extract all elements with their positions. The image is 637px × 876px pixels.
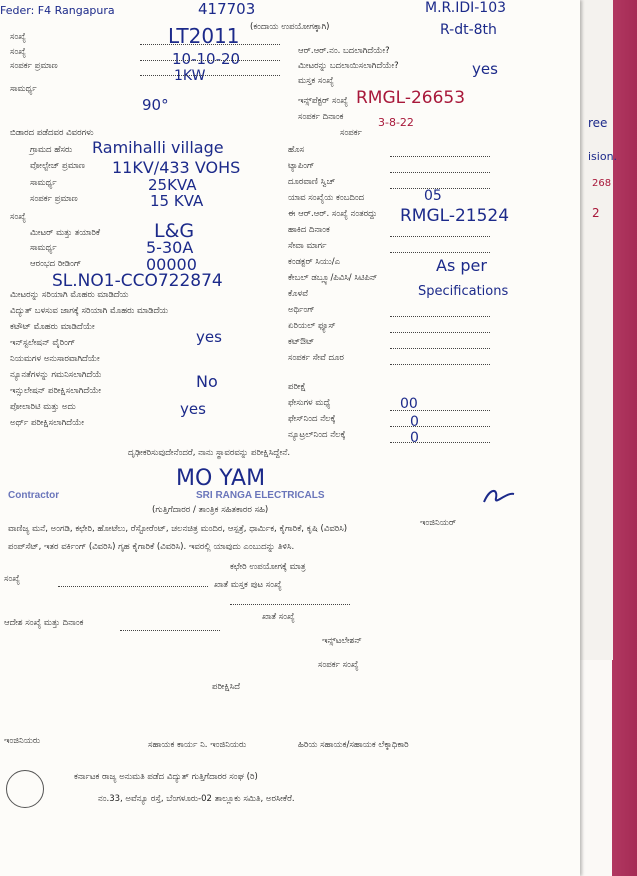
back-text-1: ree — [588, 116, 608, 130]
label-pole: ಕೊಳವೆ — [288, 289, 309, 299]
contractor-signature: MO YAM — [176, 466, 266, 491]
contractor-stamp: SRI RANGA ELECTRICALS — [196, 490, 325, 501]
line-6 — [390, 188, 490, 189]
line-5 — [390, 172, 490, 173]
q-connection-date: ಸಂಪರ್ಕ ದಿನಾಂಕ — [298, 112, 344, 122]
line-2 — [140, 60, 280, 61]
connection-section-heading: ಸಂಪರ್ಕ — [340, 128, 362, 138]
rmgl-after-number: RMGL-21524 — [400, 206, 510, 226]
title-bracket: (ಕಂದಾಯ ಉಪಯೋಗಕ್ಕಾಗಿ) — [250, 22, 330, 32]
label-aerial-fuse: ಏರಿಯಲ್ ಫ್ಯೂಸ್ — [288, 321, 336, 331]
left-label-2: ಸಂಖ್ಯೆ — [10, 47, 26, 57]
left-section-name: ಬಿಡಾರದ ಪಡೆದವರ ವಿವರಗಳು — [10, 128, 94, 138]
rmgl-date: 3-8-22 — [378, 116, 414, 129]
label-rr-after: ಈ ಆರ್.ಆರ್. ಸಂಖ್ಯೆ ನಂತರದ್ದು — [288, 209, 378, 219]
left-label-4: ಸಾಮರ್ಥ್ಯ — [10, 84, 37, 94]
reference-line-1: M.R.IDI-103 — [425, 0, 507, 16]
label-asst-exec: ಸಹಾಯಕ ಕಾರ್ಯ ನಿ. ಇಂಜಿನಿಯರು — [148, 740, 247, 750]
line-11 — [390, 348, 490, 349]
label-book-page: ಖಾತೆ ಮಸ್ತಕ ಪುಟ ಸಂಖ್ಯೆ — [214, 580, 282, 590]
voltage-value: 11KV/433 VOHS — [112, 158, 241, 177]
form-number: 417703 — [198, 0, 256, 18]
kva-value: 25KVA — [148, 176, 197, 194]
line-4 — [390, 156, 490, 157]
line-10 — [390, 332, 490, 333]
meter-make-value: L&G — [154, 220, 195, 242]
label-order-no: ಆದೇಶ ಸಂಖ್ಯೆ ಮತ್ತು ದಿನಾಂಕ — [4, 618, 84, 628]
label-phase-earth: ಫೇಸ್‌ನಿಂದ ನೆಲಕ್ಕೆ — [288, 414, 336, 424]
reading-neutral-earth: 0 — [410, 430, 419, 446]
label-connection-no: ಸಂಪರ್ಕ ಸಂಖ್ಯೆ — [318, 660, 359, 670]
q-rr-changed: ಆರ್.ಆರ್.ನಂ. ಬದಲಾಗಿದೆಯೇ? — [298, 46, 390, 56]
label-load: ಸಂಪರ್ಕ ಪ್ರಮಾಣ — [30, 194, 78, 204]
label-defects: ನ್ಯೂನತೆಗಳನ್ನು ಗಮನಿಸಲಾಗಿದೆಯೆ — [10, 370, 102, 380]
association-seal — [6, 770, 44, 808]
label-insulation: ಇನ್ಸುಲೇಷನ್ ಪರೀಕ್ಷಿಸಲಾಗಿದೆಯೇ — [10, 386, 102, 396]
label-meter-make: ಮೀಟರ್ ಮತ್ತು ತಯಾರಿಕೆ — [30, 228, 101, 238]
yes-handwritten-2: yes — [196, 328, 222, 346]
label-serial-office: ಸಂಖ್ಯೆ — [4, 574, 20, 584]
load-kw: 1KW — [174, 68, 206, 84]
load-value: 15 KVA — [150, 192, 204, 210]
label-conductor: ಕಂಡಕ್ಟರ್ ಸಿಯು/ಎ — [288, 257, 341, 267]
footer-address: ನಂ.33, ಅವೆನ್ಯೂ ರಸ್ತೆ, ಬೆಂಗಳೂರು-02 ತಾಲ್ಲೂಕು ಸಮಿತಿ, ಅರಸೀಕೆರೆ. — [98, 794, 295, 804]
category-line-2: ಪಂಪ್‌ಸೆಟ್, ಇತರ ವರ್ಕಿಂಗ್ (ವಿವರಿಸಿ) ಗೃಹ ಕೈಗಾರಿಕೆ (ವಿವರಿಸಿ). ಇವರಲ್ಲಿ ಯಾವುದು ಎಂಬುದನ್ನು ತಿಳಿಸಿ. — [8, 542, 295, 552]
label-senior-acct: ಹಿರಿಯ ಸಹಾಯಕ/ಸಹಾಯಕ ಲೆಕ್ಕಾಧಿಕಾರಿ — [298, 740, 409, 750]
yes-handwritten-1: yes — [472, 60, 498, 78]
label-checked: ಪರೀಕ್ಷಿಸಿದೆ — [212, 682, 241, 692]
contractor-stamp-label: Contractor — [8, 490, 60, 501]
q-inspector: ಇನ್ಸ್‌ಪೆಕ್ಟರ್ ಸಂಖ್ಯೆ — [298, 96, 348, 106]
line-13 — [390, 410, 490, 411]
pole-number: 05 — [424, 188, 442, 204]
reading-phase-between: 00 — [400, 396, 418, 412]
back-text-2: ision. — [588, 150, 618, 163]
label-phase-between: ಫೇಸುಗಳ ಮಧ್ಯೆ — [288, 398, 331, 408]
label-no-earth: ವಿದ್ಯುತ್ ಬಳಸುವ ಜಾಗಕ್ಕೆ ಸರಿಯಾಗಿ ಮೊಹರು ಮಾಡಿದೆಯ — [10, 306, 169, 316]
label-seal: ಮೀಟರನ್ನು ಸರಿಯಾಗಿ ಮೊಹರು ಮಾಡಿದೆಯ — [10, 290, 129, 300]
village-name: Ramihalli village — [92, 138, 224, 157]
office-use-heading: ಕಛೇರಿ ಉಪಯೋಗಕ್ಕೆ ಮಾತ್ರ — [230, 562, 306, 572]
label-engineer-left: ಇಂಜಿನಿಯರು — [4, 736, 41, 746]
as-per-text: As per — [436, 256, 487, 275]
line-15 — [390, 442, 490, 443]
line-8 — [390, 252, 490, 253]
label-distance: ಸಂಪರ್ಕ ಸೇವೆ ದೂರ — [288, 353, 344, 363]
label-inspection: ಪರೀಕ್ಷೆ — [288, 382, 306, 392]
line-14 — [390, 426, 490, 427]
label-capacity: ಸಾಮರ್ಥ್ಯ — [30, 178, 57, 188]
label-polarity: ಪೋಲಾರಿಟಿ ಮತ್ತು ಅದು — [10, 402, 76, 412]
reading-phase-earth: 0 — [410, 414, 419, 430]
engineer-sign-label: ಇಂಜಿನಿಯರ್ — [420, 518, 457, 528]
label-account-no: ಖಾತೆ ಸಂಖ್ಯೆ — [262, 612, 295, 622]
label-cable: ಕೇಬಲ್ ಡಬ್ಲ್ಯೂ/ಪಿವಿಸಿ/ ಸಿಟಿಪಿನ್ — [288, 273, 378, 283]
reference-line-2: R-dt-8th — [440, 22, 497, 38]
label-earthing: ಅರ್ಥಿಂಗ್ — [288, 305, 315, 315]
label-voltage: ವೋಲ್ಟೇಜ್ ಪ್ರಮಾಣ — [30, 161, 85, 171]
back-text-3: 268 — [592, 178, 612, 189]
yes-handwritten-3: yes — [180, 400, 206, 418]
application-date: 10-10-20 — [172, 50, 241, 68]
engineer-signature — [480, 484, 520, 510]
category-line-1: ವಾಣಿಜ್ಯ ಮನೆ, ಅಂಗಡಿ, ಕಛೇರಿ, ಹೋಟೆಲು, ರೆಸ್ಟೋರೆಂಟ್, ಚಲನಚಿತ್ರ ಮಂದಿರ, ಆಸ್ಪತ್ರೆ, ಧಾರ್ಮಿಕ, ಕೈಗಾರಿಕೆ, ಕೃಷಿ (ವಿವರಿಸಿ) — [8, 524, 348, 534]
label-as-per-rules: ನಿಯಮಗಳ ಅನುಸಾರವಾಗಿದೆಯೇ — [10, 354, 100, 364]
label-cutout: ಕಟ್‌ಔಟ್ — [288, 337, 315, 347]
meter-serial: SL.NO1-CCO722874 — [52, 271, 223, 291]
line-order-no — [120, 630, 220, 631]
line-7 — [390, 236, 490, 237]
label-initial-reading: ಆರಂಭದ ರೀಡಿಂಗ್ — [30, 259, 82, 269]
certify-line: ದೃಢೀಕರಿಸುವುದೇನೆಂದರೆ, ನಾನು ಸ್ಥಾವರವನ್ನು ಪರೀಕ್ಷಿಸಿದ್ದೇನೆ. — [128, 448, 291, 458]
line-serial-office — [58, 586, 208, 587]
reading-value: 00000 — [146, 255, 197, 274]
rmgl-number: RMGL-26653 — [356, 88, 466, 108]
angle-value: 90° — [142, 96, 169, 114]
feeder-note: Feder: F4 Rangapura — [0, 4, 115, 17]
line-3 — [140, 75, 280, 76]
no-handwritten: No — [196, 372, 218, 391]
contractor-sign-label: (ಗುತ್ತಿಗೆದಾರರ / ತಾಂತ್ರಿಕ ಸಹಿತಕಾರರ ಸಹಿ) — [152, 505, 269, 515]
lt-number: LT2011 — [168, 24, 240, 48]
label-cutout-seal: ಕಟೌಟ್ ಮೊಹರು ಮಾಡಿದೆಯೇ — [10, 322, 95, 332]
label-service-line: ಸೇವಾ ಮಾರ್ಗ — [288, 241, 327, 251]
line-1 — [140, 44, 280, 45]
label-new: ಹೊಸ — [288, 145, 305, 155]
q-meter-changed: ಮೀಟರನ್ನು ಬದಲಾಯಿಸಲಾಗಿದೆಯೇ? — [298, 61, 399, 71]
back-text-4: 2 — [592, 206, 600, 220]
label-earth-checked: ಅರ್ಥ್ ಪರೀಕ್ಷಿಸಲಾಗಿದೆಯೇ — [10, 418, 85, 428]
specifications-text: Specifications — [418, 284, 509, 299]
label-wiring: ಇನ್‌ಸ್ಟಲೇಷನ್ ವೈರಿಂಗ್ — [10, 338, 76, 348]
left-label-3: ಸಂಪರ್ಕ ಪ್ರಮಾಣ — [10, 61, 58, 71]
label-position: ಯಾವ ಸಂಖ್ಯೆಯ ಕಂಬದಿಂದ — [288, 193, 365, 203]
q-total: ಮಸ್ತಕ ಸಂಖ್ಯೆ — [298, 76, 334, 86]
line-9 — [390, 316, 490, 317]
label-meter-capacity: ಸಾಮರ್ಥ್ಯ — [30, 243, 57, 253]
line-12 — [390, 364, 490, 365]
footer-association: ಕರ್ನಾಟಕ ರಾಜ್ಯ ಅನುಮತಿ ಪಡೆದ ವಿದ್ಯುತ್ ಗುತ್ತಿಗೆದಾರರ ಸಂಘ (ರಿ) — [74, 772, 258, 782]
label-service-date: ಹಾಕಿದ ದಿನಾಂಕ — [288, 225, 330, 235]
label-village: ಗ್ರಾಮದ ಹೆಸರು — [30, 145, 73, 155]
label-transformer: ದೂರವಾಣಿ ಸ್ವಿಚ್ — [288, 177, 336, 187]
label-tapping: ಟ್ಯಾಪಿಂಗ್ — [288, 161, 315, 171]
amps-value: 5-30A — [146, 238, 194, 257]
line-book-page — [230, 604, 350, 605]
label-installation: ಇನ್ಸ್‌ಟಲೇಶನ್ — [322, 636, 362, 646]
left-sub-label: ಸಂಖ್ಯೆ — [10, 212, 26, 222]
label-neutral-earth: ನ್ಯೂಟ್ರಲ್‌ನಿಂದ ನೆಲಕ್ಕೆ — [288, 430, 346, 440]
left-label-1: ಸಂಖ್ಯೆ — [10, 32, 26, 42]
